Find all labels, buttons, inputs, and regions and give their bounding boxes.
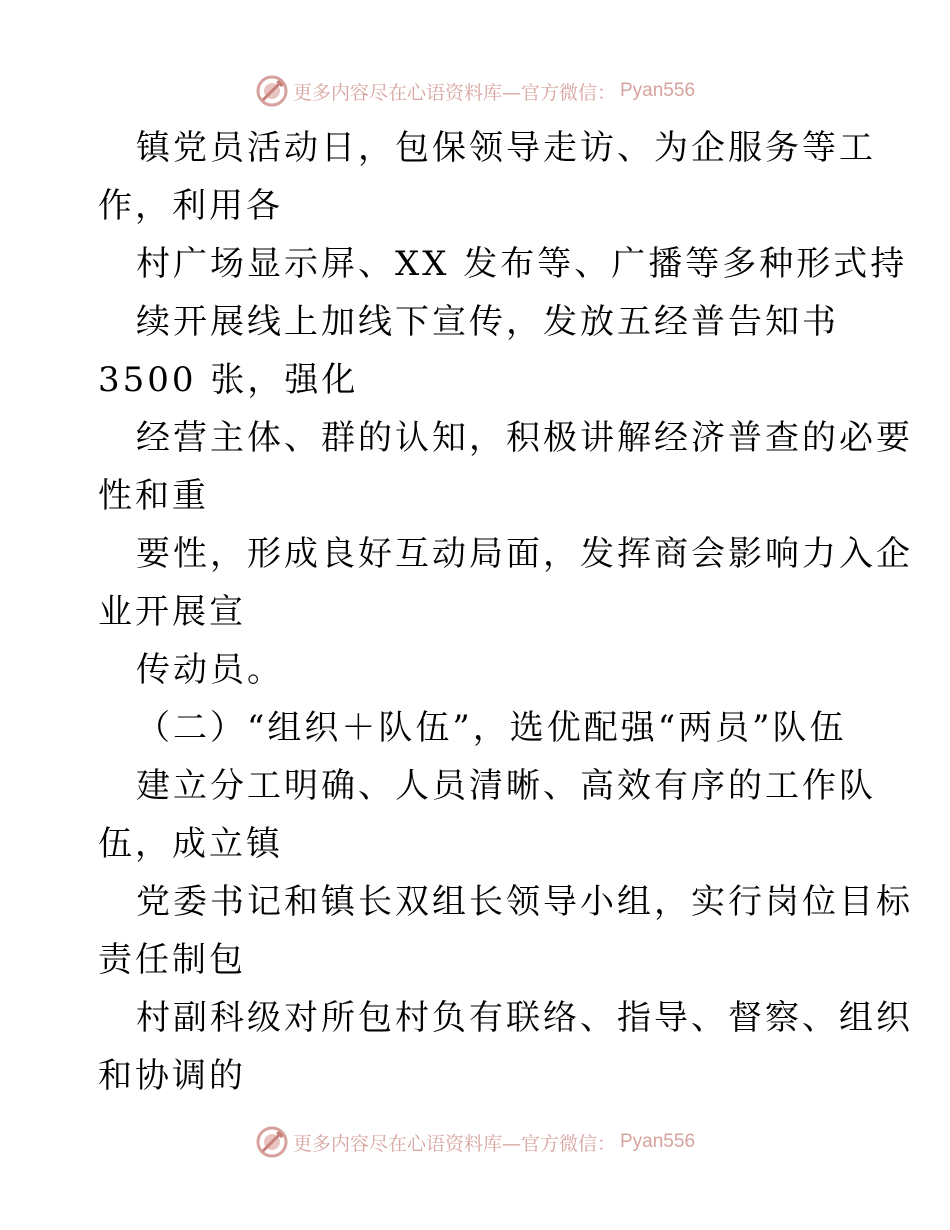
watermark-text: 更多内容尽在心语资料库—官方微信： (292, 81, 616, 104)
watermark-handle: Pyan556 (620, 80, 696, 101)
text-line: 业开展宣 (98, 592, 246, 632)
text-line: 镇党员活动日，包保领导走访、为企服务等工 (136, 128, 876, 168)
text-line: 建立分工明确、人员清晰、高效有序的工作队 (136, 766, 876, 806)
footer-watermark (0, 1122, 950, 1162)
watermark-handle: Pyan556 (620, 1131, 696, 1152)
text-line: 和协调的 (98, 1056, 246, 1096)
text-line: 经营主体、群的认知，积极讲解经济普查的必要 (136, 418, 913, 458)
text-line: 村副科级对所包村负有联络、指导、督察、组织 (136, 998, 913, 1038)
text-line: 传动员。 (136, 650, 284, 690)
text-line: 3500 张，强化 (98, 360, 359, 400)
text-line: 责任制包 (98, 940, 246, 980)
text-line: 性和重 (98, 476, 209, 516)
pen-logo-icon (255, 74, 289, 108)
section-heading: （二）“组织＋队伍”，选优配强“两员”队伍 (136, 708, 847, 748)
header-watermark (0, 71, 950, 111)
text-line: 村广场显示屏、XX 发布等、广播等多种形式持 (136, 244, 908, 284)
text-line: 要性，形成良好互动局面，发挥商会影响力入企 (136, 534, 913, 574)
text-line: 伍，成立镇 (98, 824, 283, 864)
text-line: 续开展线上加线下宣传，发放五经普告知书 (136, 302, 839, 342)
pen-logo-icon (255, 1125, 289, 1159)
text-line: 作，利用各 (98, 186, 283, 226)
watermark-text: 更多内容尽在心语资料库—官方微信： (292, 1132, 616, 1155)
text-line: 党委书记和镇长双组长领导小组，实行岗位目标 (136, 882, 913, 922)
